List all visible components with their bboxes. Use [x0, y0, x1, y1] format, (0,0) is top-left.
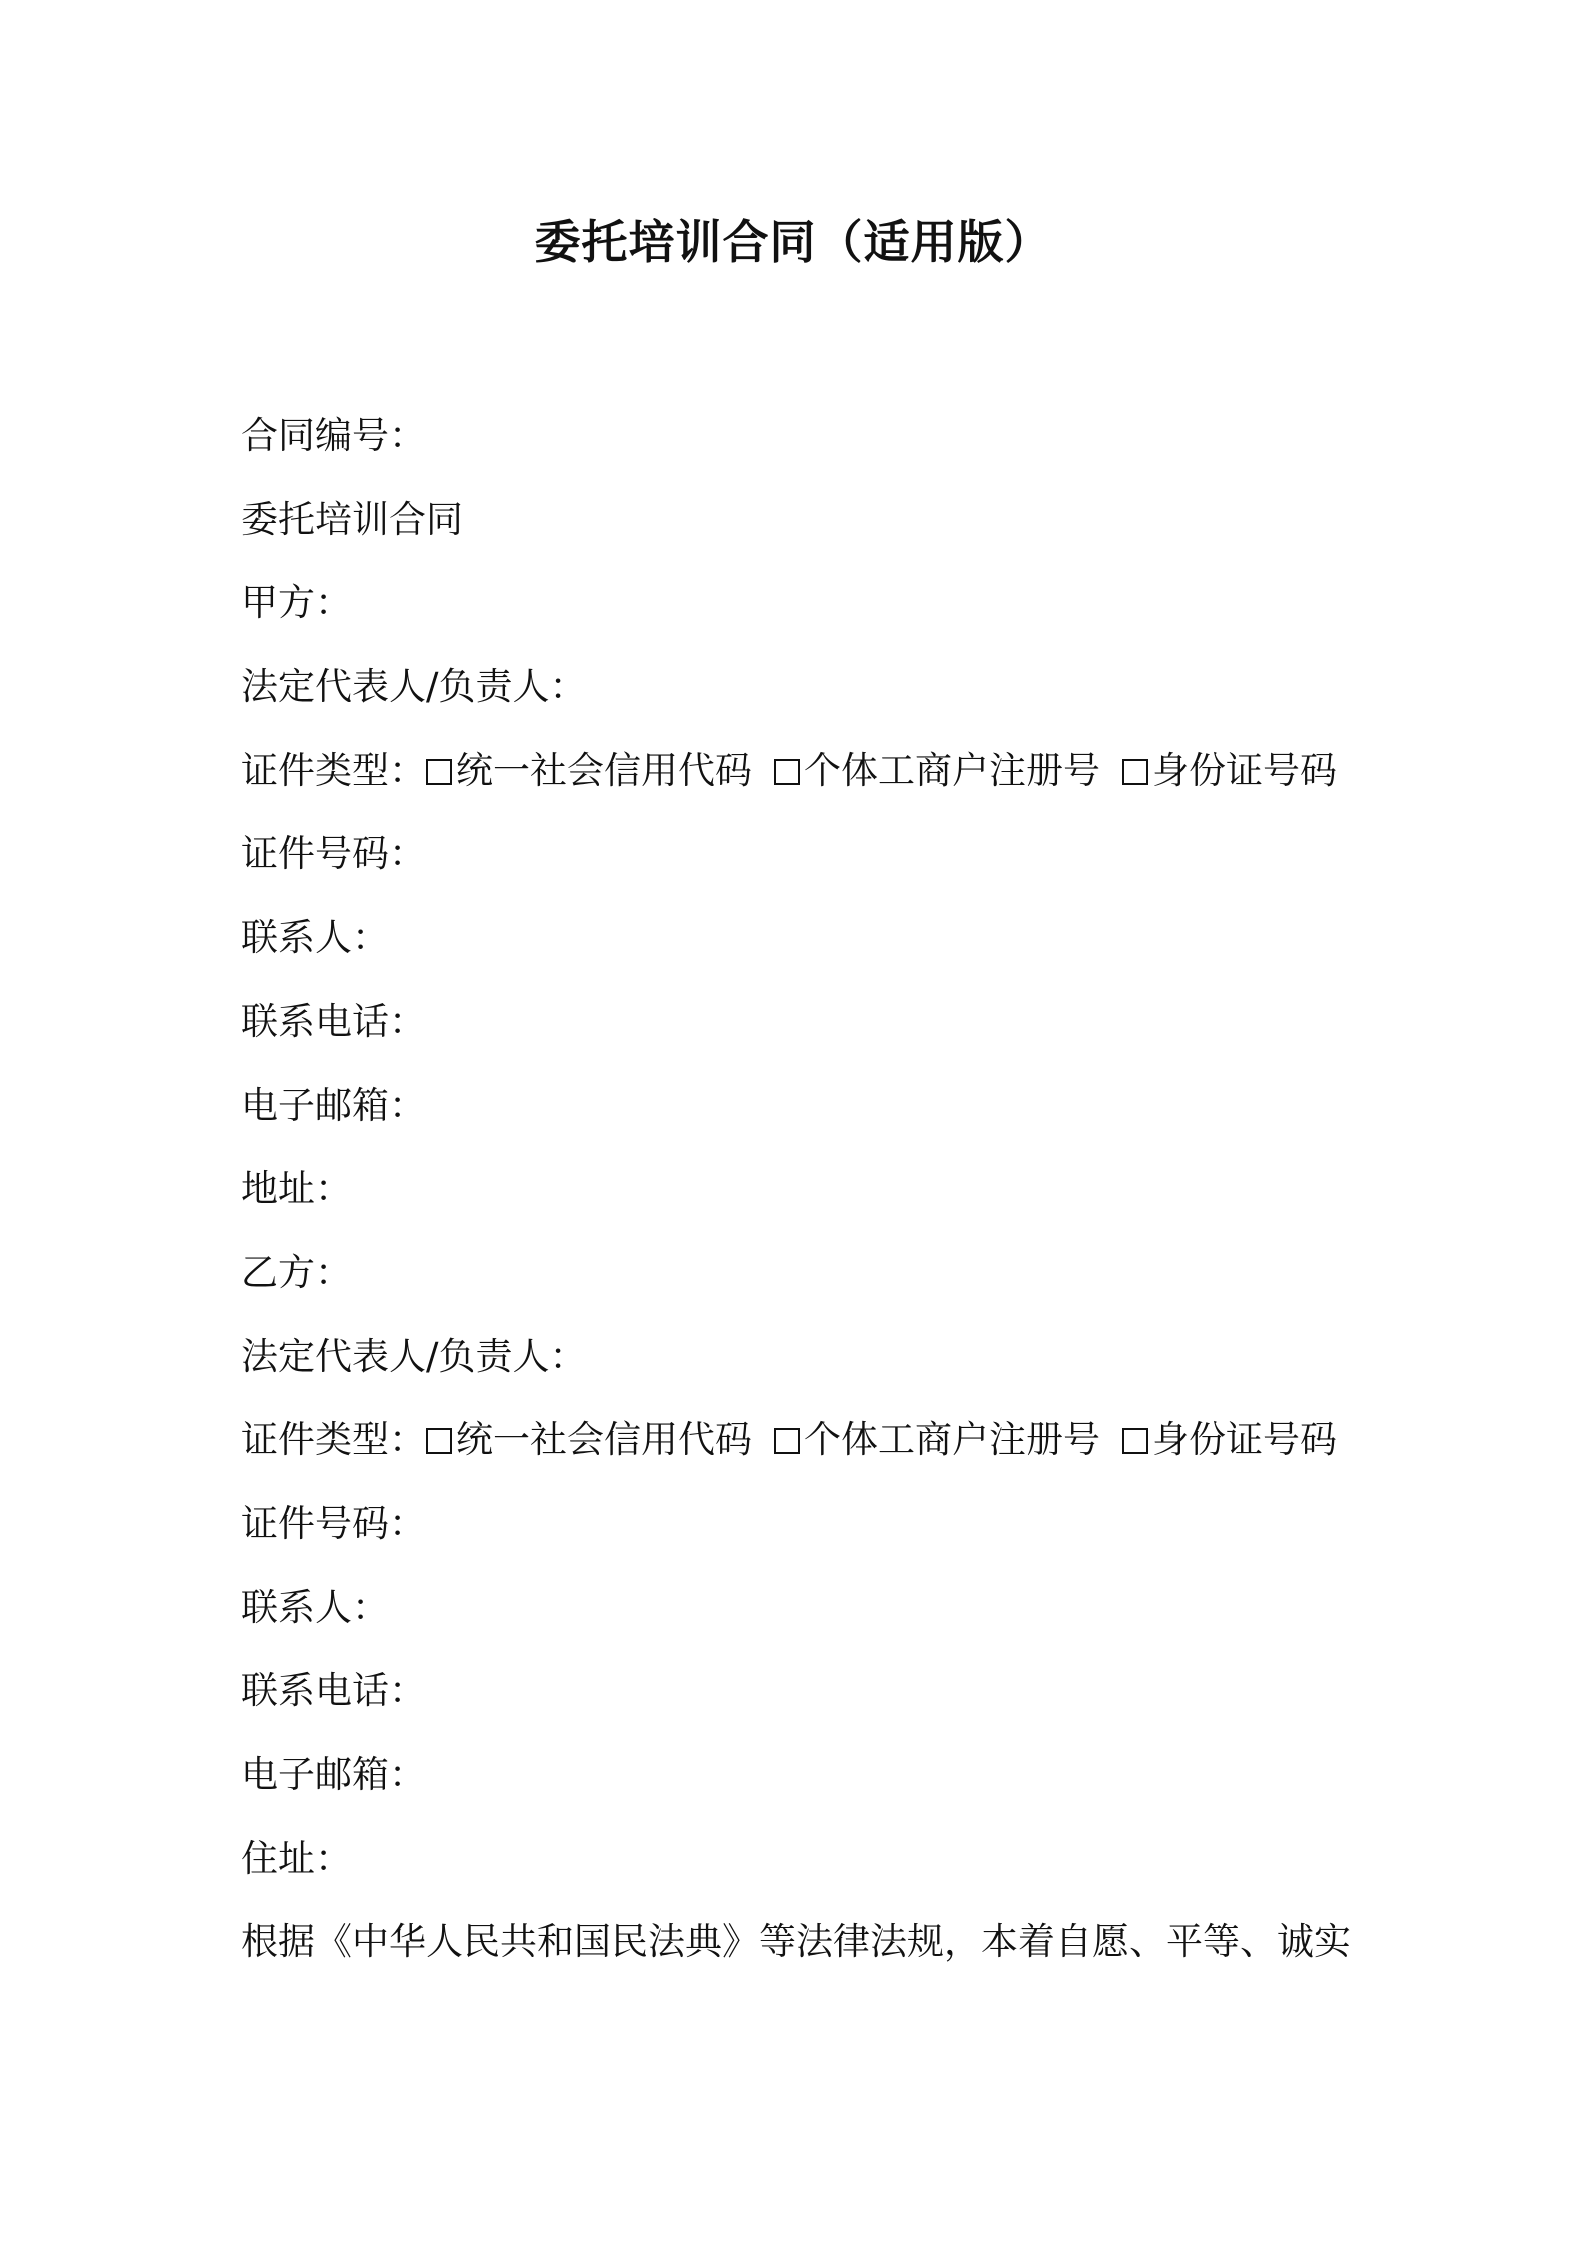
party-a-legal-rep-label: 法定代表人/负责人： — [241, 665, 587, 709]
party-b-option-credit-code-label: 统一社会信用代码 — [456, 1418, 752, 1462]
party-b-address-label: 住址： — [241, 1836, 352, 1880]
party-a-option-id-card[interactable] — [1122, 743, 1337, 799]
checkbox-icon[interactable] — [426, 759, 452, 785]
party-a-option-id-card-label: 身份证号码 — [1152, 748, 1337, 792]
checkbox-icon[interactable] — [774, 759, 800, 785]
party-a-id-type-label: 证件类型： — [241, 748, 426, 792]
party-b-id-type-label: 证件类型： — [241, 1418, 426, 1462]
contract-number-label: 合同编号： — [241, 414, 426, 457]
document-title: 委托培训合同（适用版） — [534, 215, 1052, 269]
party-a-option-business-reg[interactable] — [774, 743, 1100, 799]
party-b-option-business-reg-label: 个体工商户注册号 — [804, 1418, 1100, 1462]
party-a-id-number-label: 证件号码： — [241, 832, 426, 876]
party-b-option-credit-code[interactable] — [426, 1412, 752, 1468]
party-a-option-credit-code-label: 统一社会信用代码 — [456, 748, 752, 792]
checkbox-icon[interactable] — [1122, 759, 1148, 785]
checkbox-icon[interactable] — [1122, 1428, 1148, 1454]
party-b-id-number-label: 证件号码： — [241, 1501, 426, 1545]
party-a-address-label: 地址： — [241, 1167, 352, 1211]
party-a-option-business-reg-label: 个体工商户注册号 — [804, 748, 1100, 792]
party-b-phone-label: 联系电话： — [241, 1669, 426, 1713]
party-a-label: 甲方： — [241, 581, 352, 625]
checkbox-icon[interactable] — [774, 1428, 800, 1454]
party-b-legal-rep-label: 法定代表人/负责人： — [241, 1334, 587, 1378]
party-a-option-credit-code[interactable] — [426, 743, 752, 799]
party-a-contact-label: 联系人： — [241, 916, 389, 960]
checkbox-icon[interactable] — [426, 1428, 452, 1454]
party-b-option-id-card[interactable] — [1122, 1412, 1337, 1468]
party-b-label: 乙方： — [241, 1250, 352, 1294]
document-body — [241, 408, 1361, 1998]
party-b-contact-label: 联系人： — [241, 1585, 389, 1629]
party-a-email-label: 电子邮箱： — [241, 1083, 426, 1127]
party-b-id-type-row — [241, 1412, 1361, 1496]
contract-subtitle: 委托培训合同 — [241, 497, 463, 541]
party-a-phone-label: 联系电话： — [241, 999, 426, 1043]
party-b-option-business-reg[interactable] — [774, 1412, 1100, 1468]
preamble-text: 根据《中华人民共和国民法典》等法律法规，本着自愿、平等、诚实 — [241, 1920, 1351, 1964]
party-b-email-label: 电子邮箱： — [241, 1753, 426, 1796]
party-a-id-type-row — [241, 743, 1361, 827]
party-b-option-id-card-label: 身份证号码 — [1152, 1418, 1337, 1462]
